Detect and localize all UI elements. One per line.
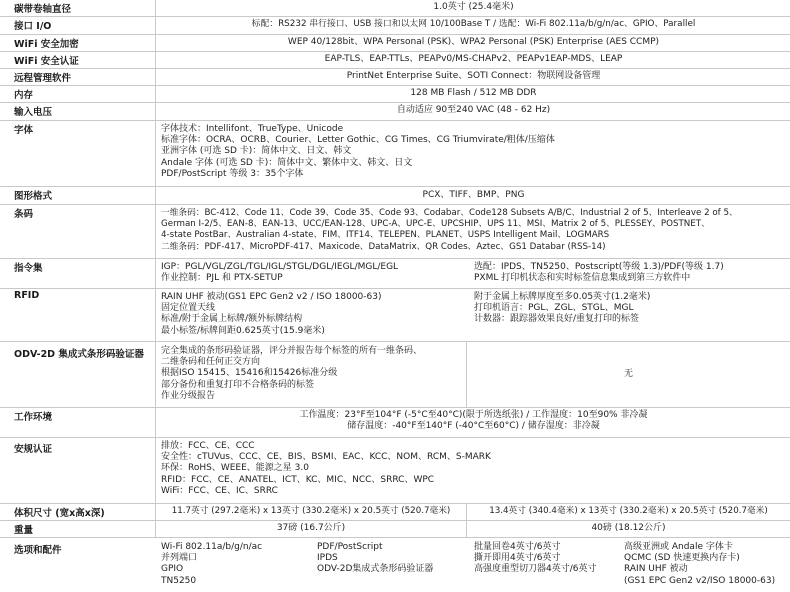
row-value-lines (161, 124, 555, 180)
row-options (0, 538, 790, 592)
text-line: 作业控制：PJL 和 PTX-SETUP (161, 273, 283, 284)
row-wifi-auth (0, 52, 790, 69)
text-line: Andale 字体 (可选 SD 卡)：简体中文、繁体中文、韩文、日文 (161, 157, 413, 168)
text-line: 最小标签/标牌间距0.625英寸(15.9毫米) (161, 325, 325, 336)
row-value-right (474, 292, 650, 326)
text-line: 二维条码和任何正交方向 (161, 357, 261, 368)
row-weight (0, 521, 790, 538)
row-value-lines (161, 208, 738, 253)
row-label: RFID (14, 290, 40, 301)
row-value: WEP 40/128bit、WPA Personal (PSK)、WPA2 Personal (PSK) Enterprise (AES CCMP) (287, 37, 660, 47)
row-barcodes (0, 205, 790, 259)
row-odv-verifier (0, 342, 790, 408)
row-label: 条码 (14, 209, 34, 220)
row-graphics (0, 187, 790, 205)
row-value-right: 40磅 (18.12公斤) (591, 523, 666, 533)
row-ribbon-diameter (0, 0, 790, 17)
row-label: 输入电压 (14, 107, 53, 118)
options-col-4 (624, 542, 775, 587)
row-label: 指令集 (14, 263, 43, 274)
row-label: 字体 (14, 125, 34, 136)
row-label: 接口 I/O (14, 21, 52, 32)
row-label: 重量 (14, 525, 34, 536)
row-value-left (161, 292, 382, 337)
text-line: 环保：RoHS、WEEE、能源之星 3.0 (161, 463, 309, 474)
row-label: 工作环境 (14, 412, 53, 423)
text-line: 4-state PostBar、Australian 4-state、FIM、ITF14、TELEPEN、PLANET、USPS Intelligent Mail、LOGMARS (161, 230, 610, 241)
row-label: WiFi 安全认证 (14, 56, 79, 67)
row-remote-mgmt (0, 69, 790, 86)
text-line: 选配：IPDS、TN5250、Postscript(等级 1.3)/PDF(等级 1.7) (474, 262, 724, 272)
row-value-right: 13.4英寸 (340.4毫米) x 13英寸 (330.2毫米) x 20.5英寸 (520.7毫米) (489, 506, 768, 516)
text-line: 完全集成的条形码验证器，评分并报告每个标签的所有一维条码、 (161, 346, 423, 356)
text-line: WiFi：FCC、CE、IC、SRRC (161, 485, 278, 496)
row-value: PCX、TIFF、BMP、PNG (422, 190, 525, 200)
row-value-left: 37磅 (16.7公斤) (276, 523, 346, 533)
row-value: 自动适应 90至240 VAC (48 - 62 Hz) (396, 105, 551, 115)
options-col-2 (317, 542, 433, 576)
text-line: (GS1 EPC Gen2 v2/ISO 18000-63) (624, 575, 776, 586)
text-line: PDF/PostScript 等级 3：35个字体 (161, 168, 304, 179)
row-wifi-encryption (0, 35, 790, 52)
text-line: 计数器：跟踪器效果良好/重复打印的标签 (474, 314, 640, 325)
row-value-right (474, 262, 724, 284)
row-memory (0, 86, 790, 103)
row-value: EAP-TLS、EAP-TTLs、PEAPv0/MS-CHAPv2、PEAPv1EAP-MDS、LEAP (324, 54, 623, 64)
row-command-sets (0, 259, 790, 289)
row-value: 128 MB Flash / 512 MB DDR (410, 88, 537, 98)
row-label: 选项和配件 (14, 545, 62, 556)
row-label: 图形格式 (14, 191, 53, 202)
row-label: 内存 (14, 90, 34, 101)
text-line: GPIO (161, 564, 184, 575)
row-environment (0, 408, 790, 438)
text-line: 工作温度：23°F至104°F (-5°C至40°C)(限于所选纸张) / 工作湿度：10至90% 非冷凝 (299, 410, 648, 420)
text-line: 储存温度：-40°F至140°F (-40°C至60°C) / 储存湿度：非冷凝 (347, 421, 600, 432)
text-line: TN5250 (161, 575, 197, 586)
text-line: 标准/附于金属上标牌/额外标牌结构 (161, 314, 303, 325)
text-line: PXML 打印机状态和实时标签信息集成到第三方软件中 (474, 273, 691, 284)
row-value: PrintNet Enterprise Suite、SOTI Connect：物联网设备管理 (346, 71, 601, 81)
text-line: 作业分级报告 (161, 390, 216, 401)
text-line: Wi-Fi 802.11a/b/g/n/ac (161, 542, 263, 552)
row-fonts (0, 121, 790, 187)
row-label: ODV-2D 集成式条形码验证器 (14, 349, 144, 360)
text-line: 撕开即用4英寸/6英寸 (474, 553, 561, 564)
text-line: RAIN UHF 被动(GS1 EPC Gen2 v2 / ISO 18000-63) (161, 292, 382, 302)
row-value-left: 11.7英寸 (297.2毫米) x 13英寸 (330.2毫米) x 20.5英寸 (520.7毫米) (171, 506, 451, 516)
row-rfid (0, 289, 790, 342)
row-value: 1.0英寸 (25.4毫米) (433, 2, 514, 12)
text-line: 固定位置天线 (161, 303, 216, 314)
row-label: WiFi 安全加密 (14, 39, 79, 50)
text-line: 附于金属上标牌厚度至多0.05英寸(1.2毫米) (474, 292, 651, 302)
row-label: 体积尺寸 (宽x高x深) (14, 508, 105, 519)
text-line: ODV-2D集成式条形码验证器 (317, 564, 434, 575)
text-line: RFID：FCC、CE、ANATEL、ICT、KC、MIC、NCC、SRRC、WPC (161, 474, 435, 485)
text-line: IGP：PGL/VGL/ZGL/TGL/IGL/STGL/DGL/IEGL/MGL/EGL (161, 262, 399, 272)
text-line: 字体技术：Intellifont、TrueType、Unicode (161, 124, 344, 134)
text-line: 亚洲字体 (可选 SD 卡)：简体中文、日文、韩文 (161, 146, 352, 157)
row-value-left (161, 262, 398, 284)
row-voltage (0, 103, 790, 121)
row-value-lines (161, 441, 491, 497)
text-line: 标准字体：OCRA、OCRB、Courier、Letter Gothic、CG Times、CG Triumvirate/粗体/压缩体 (161, 135, 555, 146)
text-line: PDF/PostScript (317, 542, 383, 552)
row-value: 标配：RS232 串行接口、USB 接口和以太网 10/100Base T / 选配：Wi-Fi 802.11a/b/g/n/ac、GPIO、Parallel (251, 19, 696, 29)
text-line: 批量回卷4英寸/6英寸 (474, 542, 561, 552)
text-line: IPDS (317, 553, 338, 564)
text-line: 高强度重型切刀器4英寸/6英寸 (474, 564, 597, 575)
text-line: 一维条码：BC-412、Code 11、Code 39、Code 35、Code 93、Codabar、Code128 Subsets A/B/C、Industrial 2 of 5、Interleave 2 of 5、 (161, 208, 738, 218)
text-line: 高级亚洲或 Andale 字体卡 (624, 542, 733, 552)
row-value-right: 无 (623, 369, 633, 379)
options-col-1 (161, 542, 262, 587)
row-value-lines (157, 410, 790, 432)
row-label: 安规认证 (14, 444, 53, 455)
row-label: 远程管理软件 (14, 73, 72, 84)
text-line: 排放：FCC、CE、CCC (161, 441, 255, 451)
text-line: RAIN UHF 被动 (624, 564, 688, 575)
text-line: German I-2/5、EAN-8、EAN-13、UCC/EAN-128、UPC-A、UPC-E、UPCSHIP、UPS 11、MSI、Matrix 2 of 5、PLESSEY、POSTNET、 (161, 219, 710, 230)
row-certifications (0, 438, 790, 504)
text-line: 二维条码：PDF-417、MicroPDF-417、Maxicode、DataMatrix、QR Codes、Aztec、GS1 Databar (RSS-14) (161, 241, 606, 252)
text-line: 根据ISO 15415、15416和15426标准分级 (161, 368, 338, 379)
row-label: 碳带卷轴直径 (14, 4, 72, 15)
text-line: 安全性：cTUVus、CCC、CE、BIS、BSMI、EAC、KCC、NOM、RCM、S-MARK (161, 452, 491, 463)
row-value-left (161, 346, 422, 402)
row-dimensions (0, 504, 790, 521)
options-col-3 (474, 542, 597, 576)
text-line: 打印机语言：PGL、ZGL、STGL、MGL (474, 303, 634, 314)
text-line: QCMC (SD 快速更换内存卡) (624, 553, 740, 564)
row-io (0, 17, 790, 35)
text-line: 并列端口 (161, 553, 198, 564)
text-line: 部分备份和重复打印不合格条码的标签 (161, 379, 315, 390)
